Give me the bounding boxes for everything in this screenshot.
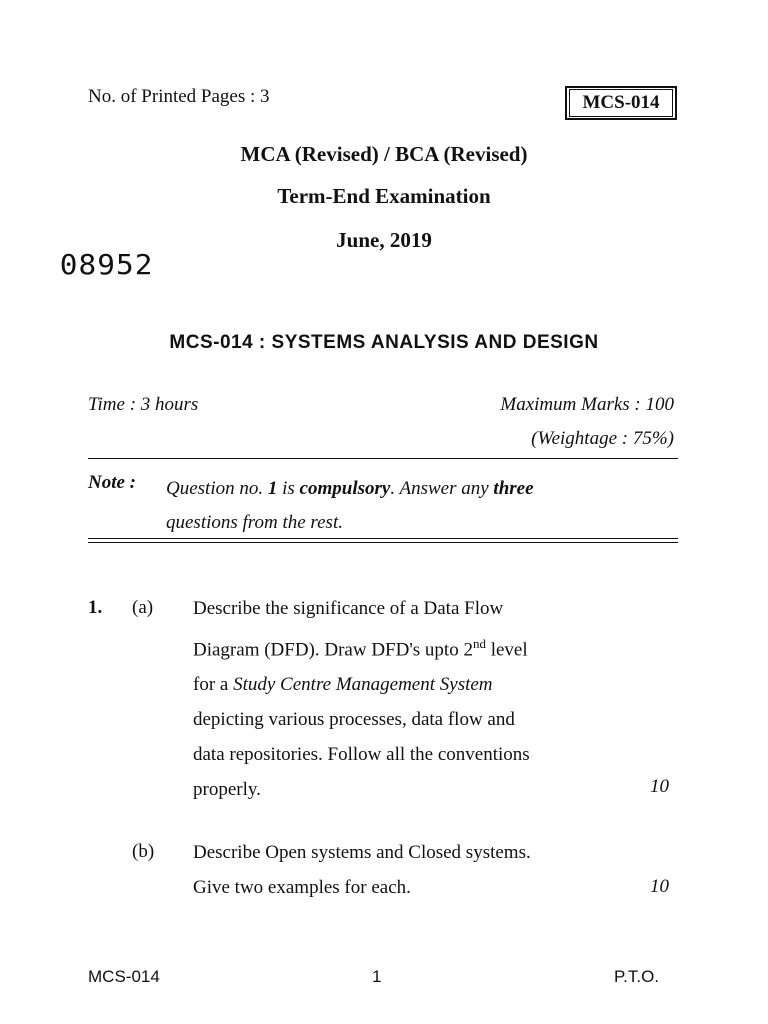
footer-code: MCS-014 bbox=[88, 967, 160, 986]
question-line: data repositories. Follow all the conventions bbox=[193, 744, 530, 766]
superscript: nd bbox=[472, 636, 486, 651]
paper-code: MCS-014 bbox=[569, 89, 673, 117]
question-line: depicting various processes, data flow and bbox=[193, 709, 515, 731]
note-three: three bbox=[493, 478, 534, 499]
part-label: (b) bbox=[132, 841, 155, 862]
question-line-part: level bbox=[485, 639, 528, 661]
note-question-number: 1 bbox=[267, 478, 278, 499]
question-line: Give two examples for each. bbox=[193, 877, 411, 898]
divider bbox=[88, 542, 678, 543]
note-part: Question no. bbox=[166, 478, 268, 499]
printed-pages: No. of Printed Pages : 3 bbox=[88, 86, 270, 107]
part-label: (a) bbox=[132, 597, 154, 618]
paper-code-box bbox=[565, 86, 677, 120]
question-line: properly. bbox=[193, 779, 261, 801]
note-part: is bbox=[277, 478, 300, 499]
note-text bbox=[166, 472, 676, 540]
time-allowed: Time : 3 hours bbox=[88, 394, 199, 415]
page-number: 1 bbox=[372, 967, 382, 986]
weightage: (Weightage : 75%) bbox=[531, 428, 674, 449]
exam-title: Term-End Examination bbox=[277, 184, 491, 208]
question-line: Describe the significance of a Data Flow bbox=[193, 598, 504, 619]
question-line bbox=[193, 626, 633, 667]
note-part: . Answer any bbox=[390, 478, 494, 499]
exam-date: June, 2019 bbox=[336, 228, 432, 252]
marks: 10 bbox=[650, 876, 669, 897]
question-line-part: Diagram (DFD). Draw DFD's upto 2 bbox=[193, 639, 473, 661]
divider bbox=[88, 458, 678, 459]
maximum-marks: Maximum Marks : 100 bbox=[500, 394, 674, 415]
question-text bbox=[193, 591, 633, 807]
note-line-2: questions from the rest. bbox=[166, 512, 343, 533]
serial-number-stamp: 08952 bbox=[59, 248, 154, 281]
question-number: 1. bbox=[88, 597, 103, 618]
question-line: Describe Open systems and Closed systems. bbox=[193, 842, 531, 863]
marks: 10 bbox=[650, 776, 669, 797]
pto: P.T.O. bbox=[614, 967, 660, 986]
question-text bbox=[193, 835, 633, 905]
subject-title: MCS-014 : SYSTEMS ANALYSIS AND DESIGN bbox=[169, 332, 599, 353]
note-label: Note : bbox=[88, 472, 137, 493]
programme-title: MCA (Revised) / BCA (Revised) bbox=[240, 142, 528, 166]
divider bbox=[88, 538, 678, 539]
question-line-part: for a bbox=[193, 674, 234, 696]
system-name: Study Centre Management System bbox=[233, 674, 493, 696]
note-compulsory: compulsory bbox=[299, 478, 391, 499]
question-line bbox=[193, 667, 633, 702]
